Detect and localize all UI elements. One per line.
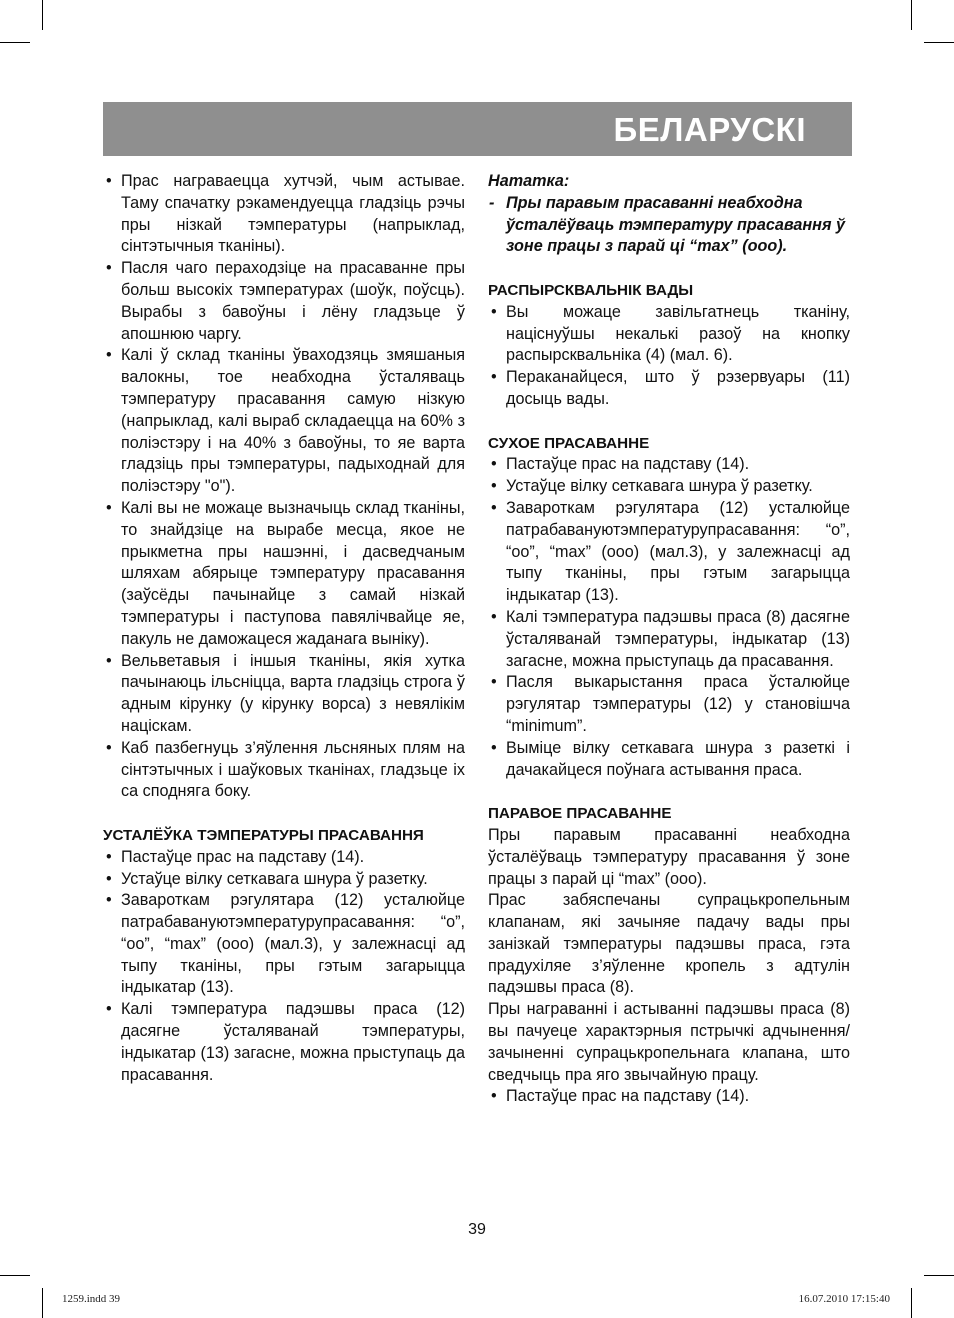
paragraph: Пры паравым прасаванні неабходна ўсталёўваць тэмпературу прасавання ў зоне працы з парай ці “max” (ooo).	[488, 825, 850, 888]
crop-mark	[42, 0, 43, 30]
list-item: • Калі вы не можаце вызначыць склад тканіны, то знайдзіце на вырабе месца, якое не прыкметна пры нашэнні, і дасведчаным шляхам абярыце тэмпературу прасавання (заўсёды пачынайце з самай нізкай тэмпературы і паступова павялічвайце яе, пакуль не даможацеся жаданага выніку).	[103, 498, 465, 651]
crop-mark	[42, 1288, 43, 1318]
list-item: • Пастаўце прас на падставу (14).	[488, 1086, 850, 1108]
spacer	[488, 258, 850, 280]
list-item: • Устаўце вілку сеткавага шнура ў разетку.	[488, 476, 850, 498]
banner-title: БЕЛАРУСКІ	[613, 111, 806, 148]
crop-mark	[924, 42, 954, 43]
list-item: • Завароткам рэгулятара (12) усталюйце патрабавануютэмпературупрасавання: “o”, “oo”, “max” (ooo) (мал.3), у залежнасці ад тыпу тканіны, пры гэтым загарыцца індыкатар (13).	[488, 498, 850, 607]
list-item: • Пастаўце прас на падставу (14).	[488, 454, 850, 476]
list-item: • Выміце вілку сеткавага шнура з разеткі і дачакайцеся поўнага астывання праса.	[488, 738, 850, 782]
page-number: 39	[468, 1221, 486, 1238]
list-item: • Калі тэмпература падэшвы праса (12) дасягне ўсталяванай тэмпературы, індыкатар (13) загасне, можна прыступаць да прасавання.	[103, 999, 465, 1086]
list-item: • Калі тэмпература падэшвы праса (8) дасягне ўсталяванай тэмпературы, індыкатар (13) загасне, можна прыступаць да прасавання.	[488, 607, 850, 672]
section-heading-steam-ironing: ПАРАВОЕ ПРАСАВАННЕ	[488, 805, 672, 823]
footer-timestamp: 16.07.2010 17:15:40	[798, 1293, 890, 1305]
list-item: • Пасля чаго пераходзіце на прасаванне пры больш высокіх тэмпературах (шоўк, поўсць). Вырабы з бавоўны і лёну гладзьце ў апошнюю чаргу.	[103, 258, 465, 345]
crop-mark	[0, 1275, 30, 1276]
spacer	[103, 803, 465, 825]
spacer	[488, 781, 850, 803]
section-heading-temperature: УСТАЛЁЎКА ТЭМПЕРАТУРЫ ПРАСАВАННЯ	[103, 826, 424, 844]
note-text: - Пры паравым прасаванні неабходна ўсталёўваць тэмпературу прасавання ў зоне працы з парай ці “max” (ooo).	[488, 193, 850, 258]
paragraph: Прас забяспечаны супрацькропельным клапанам, які зачыняе падачу вады пры занізкай тэмпературы падэшвы праса, гэта прадухіляе з’яўленне кропель з адтулін падэшвы праса (8).	[488, 891, 850, 997]
crop-mark	[0, 42, 30, 43]
right-column	[488, 171, 850, 1108]
list-item: • Устаўце вілку сеткавага шнура ў разетку.	[103, 869, 465, 891]
list-item: • Пасля выкарыстання праса ўсталюйце рэгулятар тэмпературы (12) у становішча “minimum”.	[488, 672, 850, 737]
language-banner	[103, 102, 852, 156]
list-item: • Пастаўце прас на падставу (14).	[103, 847, 465, 869]
crop-mark	[911, 0, 912, 30]
list-item: • Прас награваецца хутчэй, чым астывае. Таму спачатку рэкамендуецца гладзіць рэчы пры нізкай тэмпературы (напрыклад, сінтэтычныя тканіны).	[103, 171, 465, 258]
list-item: • Калі ў склад тканіны ўваходзяць змяшаныя валокны, тое неабходна ўсталяваць тэмпературу прасавання самую нізкую (напрыклад, калі выраб складаецца на 60% з поліэстэру і на 40% з бавоўны, то яе варта гладзіць пры тэмпературы, падыходнай для поліэстэру "о").	[103, 345, 465, 498]
left-column	[103, 171, 465, 1086]
list-item: • Вельветавыя і іншыя тканіны, якія хутка пачынаюць ільсніцца, варта гладзіць строга ў адным кірунку (у кірунку ворса) з невялікім націскам.	[103, 651, 465, 738]
section-heading-sprayer: РАСПЫРСКВАЛЬНІК ВАДЫ	[488, 281, 694, 299]
crop-mark	[911, 1288, 912, 1318]
list-item: • Пераканайцеся, што ў рэзервуары (11) досыць вады.	[488, 367, 850, 411]
crop-mark	[924, 1275, 954, 1276]
note-title: Нататка:	[488, 172, 570, 190]
paragraph: Пры награванні і астыванні падэшвы праса (8) вы пачуеце характэрныя пстрычкі адчынення/зачыненні супрацькропельнага клапана, што сведчыць пра яго звычайную працу.	[488, 1000, 850, 1084]
list-item: • Каб пазбегнуць з’яўлення льсняных плям на сінтэтычных і шаўковых тканінах, гладзьце іх са споднягa боку.	[103, 738, 465, 803]
section-heading-dry-ironing: СУХОЕ ПРАСАВАННЕ	[488, 434, 650, 452]
list-item: • Вы можаце завільгатнець тканіну, націснуўшы некалькі разоў на кнопку распырсквальніка (4) (мал. 6).	[488, 302, 850, 367]
list-item: • Завароткам рэгулятара (12) усталюйце патрабавануютэмпературупрасавання: “o”, “oo”, “max” (ooo) (мал.3), у залежнасці ад тыпу тканіны, пры гэтым загарыцца індыкатар (13).	[103, 890, 465, 999]
footer-file-info: 1259.indd 39	[62, 1293, 121, 1305]
spacer	[488, 411, 850, 433]
